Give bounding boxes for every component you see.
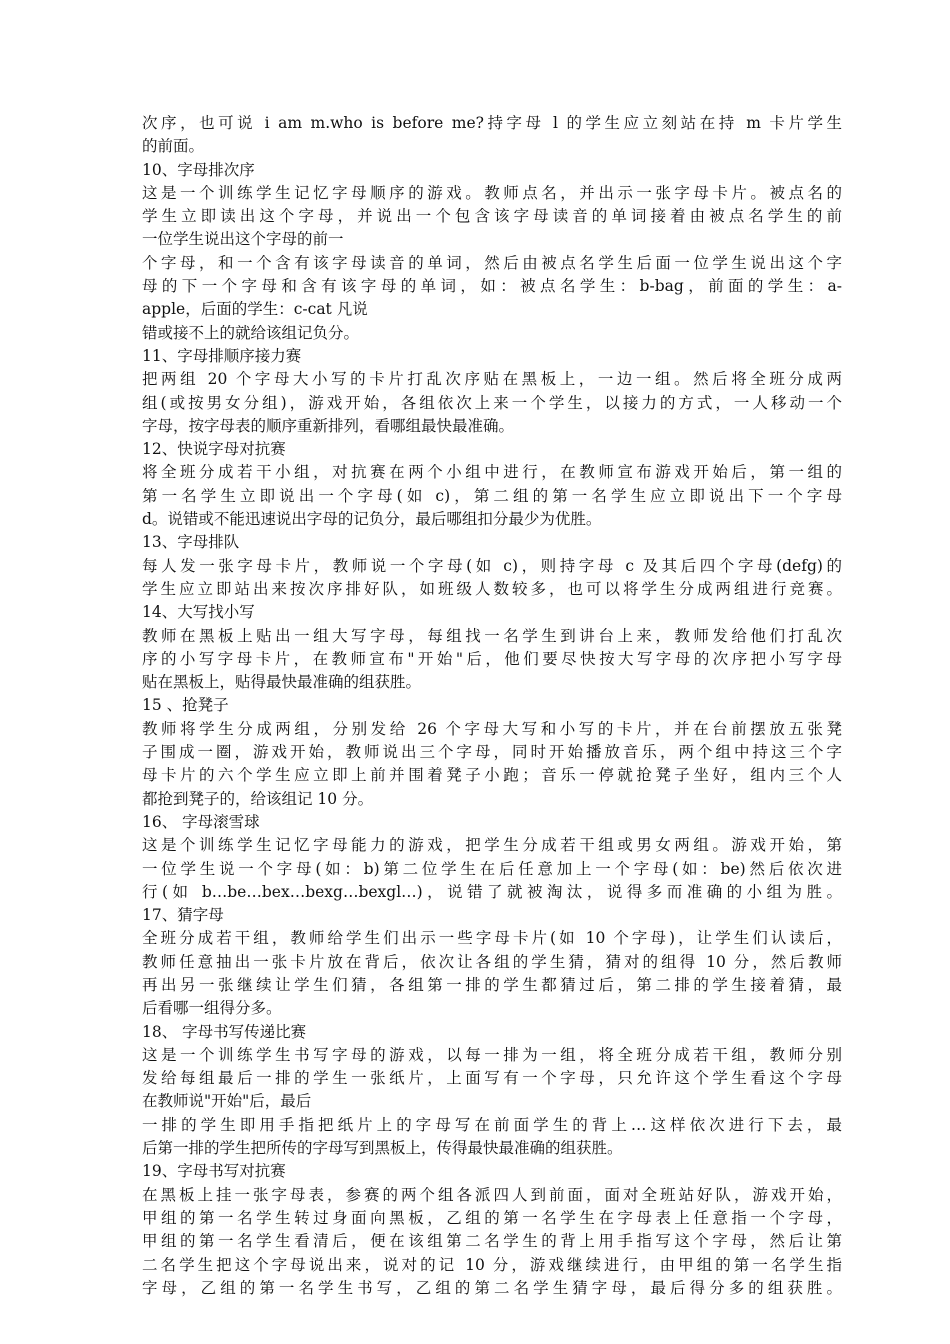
text-line: 字母，乙组的第一名学生书写，乙组的第二名学生猜字母，最后得分多的组获胜。 [142,1278,842,1297]
text-line: 教师任意抽出一张卡片放在背后，依次让各组的学生猜，猜对的组得 10 分，然后教师 [142,952,842,971]
text-line: 学生立即读出这个字母，并说出一个包含该字母读音的单词接着由被点名学生的前 [142,207,842,226]
text-line: 行(如 b…be…bex…bexg…bexgl…)，说错了就被淘汰，说得多而准确的小组为胜。 [142,882,842,901]
text-line: 每人发一张字母卡片，教师说一个字母(如 c)，则持字母 c 及其后四个字母(defg)的 [142,556,842,575]
text-line: 16、 字母滚雪球 [142,812,260,831]
text-line: 在教师说"开始"后，最后 [142,1092,312,1111]
text-line: 子围成一圈，游戏开始，教师说出三个字母，同时开始播放音乐，两个组中持这三个字 [142,743,842,762]
text-line: 第一名学生立即说出一个字母(如 c)，第二组的第一名学生应立即说出下一个字母 [142,486,842,505]
text-line: 母卡片的六个学生应立即上前并围着凳子小跑；音乐一停就抢凳子坐好，组内三个人 [142,766,842,785]
text-line: 后第一排的学生把所传的字母写到黑板上，传得最快最准确的组获胜。 [142,1139,623,1158]
text-line: 这是个训练学生记忆字母能力的游戏，把学生分成若干组或男女两组。游戏开始，第 [142,836,842,855]
text-line: 11、字母排顺序接力赛 [142,346,302,365]
text-line: 10、字母排次序 [142,160,255,179]
text-line: 将全班分成若干小组，对抗赛在两个小组中进行，在教师宣布游戏开始后，第一组的 [142,463,842,482]
text-line: 母的下一个字母和含有该字母的单词，如：被点名学生：b-bag，前面的学生：a- [142,277,842,296]
text-line: 序的小写字母卡片，在教师宣布"开始"后，他们要尽快按大写字母的次序把小写字母 [142,649,842,668]
text-line: 这是一个训练学生记忆字母顺序的游戏。教师点名，并出示一张字母卡片。被点名的 [142,183,842,202]
text-line: 全班分成若干组，教师给学生们出示一些字母卡片(如 10 个字母)，让学生们认读后， [142,929,842,948]
text-line: 再出另一张继续让学生们猜，各组第一排的学生都猜过后，第二排的学生接着猜，最 [142,975,842,994]
text-line: 一排的学生即用手指把纸片上的字母写在前面学生的背上…这样依次进行下去，最 [142,1115,842,1134]
text-line: 个字母，和一个含有该字母读音的单词，然后由被点名学生后面一位学生说出这个字 [142,253,842,272]
text-line: 贴在黑板上，贴得最快最准确的组获胜。 [142,673,422,692]
text-line: 二名学生把这个字母说出来，说对的记 10 分，游戏继续进行，由甲组的第一名学生指 [142,1255,842,1274]
text-line: 12、快说字母对抗赛 [142,440,286,459]
text-line: 14、大写找小写 [142,603,255,622]
text-line: 18、 字母书写传递比赛 [142,1022,307,1041]
text-line: 组(或按男女分组)，游戏开始，各组依次上来一个学生，以接力的方式，一人移动一个 [142,393,842,412]
text-line: 错或接不上的就给该组记负分。 [142,323,360,342]
text-line: 学生应立即站出来按次序排好队，如班级人数较多，也可以将学生分成两组进行竞赛。 [142,579,842,598]
text-line: d。说错或不能迅速说出字母的记负分，最后哪组扣分最少为优胜。 [142,510,602,529]
text-line: 教师将学生分成两组，分别发给 26 个字母大写和小写的卡片，并在台前摆放五张凳 [142,719,842,738]
text-line: 17、猜字母 [142,906,224,925]
text-line: 这是一个训练学生书写字母的游戏，以每一排为一组，将全班分成若干组，教师分别 [142,1045,842,1064]
text-line: 教师在黑板上贴出一组大写字母，每组找一名学生到讲台上来，教师发给他们打乱次 [142,626,842,645]
text-line: 的前面。 [142,137,205,156]
text-line: apple，后面的学生：c-cat 凡说 [142,300,368,319]
text-line: 甲组的第一名学生转过身面向黑板，乙组的第一名学生在字母表上任意指一个字母， [142,1208,842,1227]
text-line: 一位学生说出这个字母的前一 [142,230,344,249]
text-line: 发给每组最后一排的学生一张纸片，上面写有一个字母，只允许这个学生看这个字母 [142,1069,842,1088]
text-line: 次序，也可说 i am m.who is before me?持字母 l 的学生应立刻站在持 m 卡片学生 [142,114,842,132]
text-line: 13、字母排队 [142,533,240,552]
text-line: 后看哪一组得分多。 [142,999,282,1018]
text-line: 一位学生说一个字母(如：b)第二位学生在后任意加上一个字母(如：be)然后依次进 [142,859,842,878]
text-line: 甲组的第一名学生看清后，便在该组第二名学生的背上用手指写这个字母，然后让第 [142,1232,842,1251]
text-line: 在黑板上挂一张字母表，参赛的两个组各派四人到前面，面对全班站好队，游戏开始， [142,1185,842,1204]
text-line: 15 、抢凳子 [142,696,229,715]
text-line: 19、字母书写对抗赛 [142,1162,286,1181]
text-line: 字母，按字母表的顺序重新排列，看哪组最快最准确。 [142,416,515,435]
document-page [142,112,842,1300]
text-line: 都抢到凳子的，给该组记 10 分。 [142,789,374,808]
text-line: 把两组 20 个字母大小写的卡片打乱次序贴在黑板上，一边一组。然后将全班分成两 [142,370,842,389]
